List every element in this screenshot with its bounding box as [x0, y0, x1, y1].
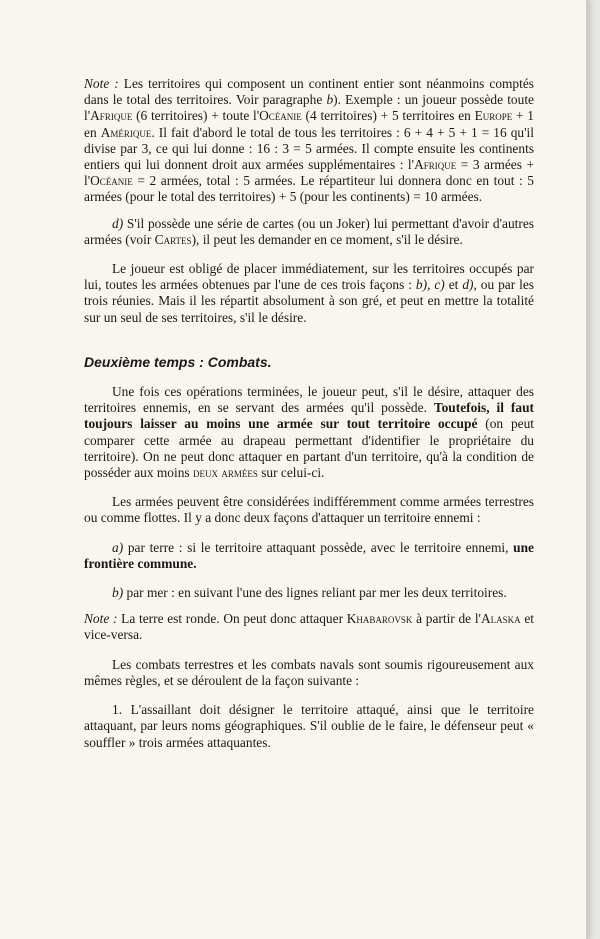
paragraph-d-cards: d) S'il possède une série de cartes (ou un Joker) lui permettant d'avoir d'autres armées (voir Cartes), il peut les demander en ce moment, s'il le désire. — [84, 215, 534, 247]
section-heading-combats: Deuxième temps : Combats. — [84, 353, 272, 370]
paragraph-armies-types: Les armées peuvent être considérées indifféremment comme armées terrestres ou comme flottes. Il y a donc deux façons d'attaquer un territoire ennemi : — [84, 494, 534, 526]
paragraph-combat-rules: Les combats terrestres et les combats navals sont soumis rigoureusement aux mêmes règles, et se déroulent de la façon suivante : — [84, 656, 534, 688]
note-label: Note : — [84, 76, 119, 91]
paragraph-a-land: a) par terre : si le territoire attaquant possède, avec le territoire ennemi, une frontière commune. — [84, 539, 534, 571]
note-paragraph-continents: Note : Les territoires qui composent un continent entier sont néanmoins comptés dans le total des territoires. Voir paragraphe b). Exemple : un joueur possède toute l'Afrique (6 territoires) + toute l'Océanie (4 territoires) + 5 territoires en Europe + 1 en Amérique. Il fait d'abord le total de tous les territoires : 6 + 4 + 5 + 1 = 16 qu'il divise par 3, ce qui lui donne : 16 : 3 = 5 armées. Il compte ensuite les continents entiers qui lui donnent droit aux armées supplémentaires : l'Afrique = 3 armées + l'Océanie = 2 armées, total : 5 armées. Le répartiteur lui donnera donc en tout : 5 armées (pour le total des territoires) + 5 (pour les continents) = 10 armées. — [84, 76, 534, 205]
note-paragraph-round-earth: Note : La terre est ronde. On peut donc attaquer Khabarovsk à partir de l'Alaska et vice-versa. — [84, 611, 534, 643]
paragraph-b-sea: b) par mer : en suivant l'une des lignes reliant par mer les deux territoires. — [112, 585, 507, 601]
paragraph-placement: Le joueur est obligé de placer immédiatement, sur les territoires occupés par lui, toutes les armées obtenues par l'une de ces trois façons : b), c) et d), ou par les trois réunies. Mais il les répartit absolument à son gré, et peut en mettre la totalité sur un seul de ses territoires, s'il le désire. — [84, 261, 534, 325]
paragraph-combat-intro: Une fois ces opérations terminées, le joueur peut, s'il le désire, attaquer des territoires ennemis, en se servant des armées qu'il possède. Toutefois, il faut toujours laisser au moins une armée sur tout territoire occupé (on peut comparer cette armée au drapeau permettant d'identifier le propriétaire du territoire). On ne peut donc attaquer en partant d'un territoire, qu'à la condition de posséder aux moins deux armées sur celui-ci. — [84, 384, 534, 481]
paragraph-rule-1: 1. L'assaillant doit désigner le territoire attaqué, ainsi que le territoire attaquant, par leurs noms géographiques. S'il oublie de le faire, le défenseur peut « souffler » trois armées attaquantes. — [84, 702, 534, 750]
